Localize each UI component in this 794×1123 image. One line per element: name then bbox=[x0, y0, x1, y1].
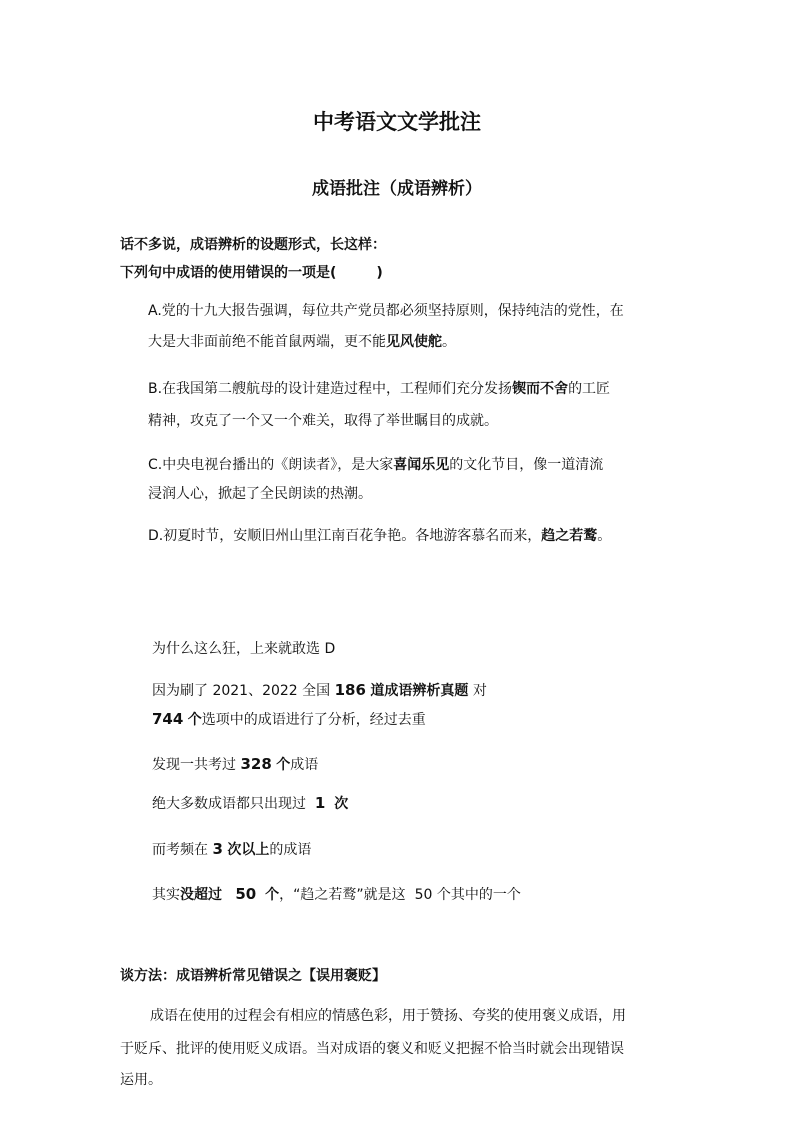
count-186: 186 bbox=[334, 681, 366, 699]
method-heading: 谈方法：成语辨析常见错误之【误用褒贬】 bbox=[120, 968, 386, 984]
analysis-line-6 bbox=[152, 840, 311, 859]
analysis-line-7-quote: ，“趋之若鹜”就是这 bbox=[279, 887, 406, 903]
question-stem-text: 下列句中成语的使用错误的一项是( bbox=[120, 265, 337, 281]
analysis-line-4-text: 发现一共考过 bbox=[152, 757, 236, 773]
count-50-repeat: 50 bbox=[414, 887, 433, 903]
option-a-line-2 bbox=[148, 333, 456, 351]
option-b-line-1 bbox=[148, 380, 610, 398]
analysis-line-7-unit: 个 bbox=[265, 887, 280, 903]
analysis-line-7-end: 个其中的一个 bbox=[436, 887, 521, 903]
option-a-end: 。 bbox=[442, 334, 456, 350]
count-3: 3 bbox=[212, 840, 223, 858]
option-b-idiom: 锲而不舍 bbox=[512, 381, 569, 397]
count-50: 50 bbox=[235, 885, 257, 903]
method-paragraph-line-1: 成语在使用的过程会有相应的情感色彩，用于赞扬、夸奖的使用褒义成语，用 bbox=[150, 1008, 626, 1024]
option-a-text: 大是大非面前绝不能首鼠两端，更不能 bbox=[148, 334, 386, 350]
analysis-line-7-bold: 没超过 bbox=[180, 887, 222, 903]
option-a-line-1: A.党的十九大报告强调，每位共产党员都必须坚持原则，保持纯洁的党性，在 bbox=[148, 303, 624, 319]
option-a-idiom: 见风使舵 bbox=[386, 334, 442, 350]
analysis-line-5-bold: 次 bbox=[334, 796, 349, 812]
option-c-line-2: 浸润人心，掀起了全民朗读的热潮。 bbox=[148, 486, 372, 502]
analysis-line-2-text: 因为刷了 2021、2022 全国 bbox=[152, 683, 331, 699]
analysis-line-6-text: 而考频在 bbox=[152, 842, 208, 858]
option-b-end: 的工匠 bbox=[568, 381, 611, 397]
document-title: 中考语文文学批注 bbox=[313, 110, 481, 134]
option-c-line-1 bbox=[148, 456, 603, 474]
option-c-end: 的文化节目，像一道清流 bbox=[449, 457, 604, 473]
question-stem bbox=[120, 264, 383, 282]
option-d-idiom: 趋之若鹜 bbox=[541, 528, 598, 544]
analysis-line-7 bbox=[152, 885, 521, 904]
analysis-line-5 bbox=[152, 794, 348, 813]
option-d-text: D.初夏时节，安顺旧州山里江南百花争艳。各地游客慕名而来， bbox=[148, 528, 542, 544]
option-d-end: 。 bbox=[597, 528, 612, 544]
method-paragraph-line-3: 运用。 bbox=[120, 1072, 162, 1088]
analysis-line-6-end: 的成语 bbox=[269, 842, 312, 858]
analysis-line-3-text: 选项中的成语进行了分析，经过去重 bbox=[201, 712, 426, 728]
method-paragraph-line-2: 于贬斥、批评的使用贬义成语。当对成语的褒义和贬义把握不恰当时就会出现错误 bbox=[120, 1041, 624, 1057]
option-c-idiom: 喜闻乐见 bbox=[393, 457, 450, 473]
analysis-line-4-end: 成语 bbox=[290, 757, 319, 773]
analysis-why: 为什么这么狂，上来就敢选 D bbox=[152, 641, 336, 657]
option-b-line-2: 精神，攻克了一个又一个难关，取得了举世瞩目的成就。 bbox=[148, 413, 498, 429]
analysis-line-4 bbox=[152, 755, 318, 774]
count-1: 1 bbox=[314, 794, 326, 812]
analysis-line-2-bold: 道成语辨析真题 bbox=[370, 683, 469, 699]
analysis-line-6-bold: 次以上 bbox=[227, 842, 270, 858]
option-d-line-1 bbox=[148, 527, 611, 545]
question-stem-close: ) bbox=[376, 265, 383, 281]
document-subtitle: 成语批注（成语辨析） bbox=[312, 179, 482, 199]
count-744: 744 bbox=[152, 710, 184, 728]
analysis-line-5-text: 绝大多数成语都只出现过 bbox=[152, 796, 306, 812]
option-c-text: C.中央电视台播出的《朗读者》，是大家 bbox=[148, 457, 394, 473]
analysis-line-3 bbox=[152, 710, 426, 729]
analysis-line-2-end: 对 bbox=[472, 683, 487, 699]
analysis-line-7-text: 其实 bbox=[152, 887, 180, 903]
intro-line-1: 话不多说，成语辨析的设题形式，长这样： bbox=[120, 237, 386, 253]
analysis-line-4-bold: 个 bbox=[276, 757, 291, 773]
analysis-line-2 bbox=[152, 681, 487, 700]
analysis-line-3-bold: 个 bbox=[187, 712, 202, 728]
option-b-text: B.在我国第二艘航母的设计建造过程中，工程师们充分发扬 bbox=[148, 381, 513, 397]
count-328: 328 bbox=[240, 755, 272, 773]
